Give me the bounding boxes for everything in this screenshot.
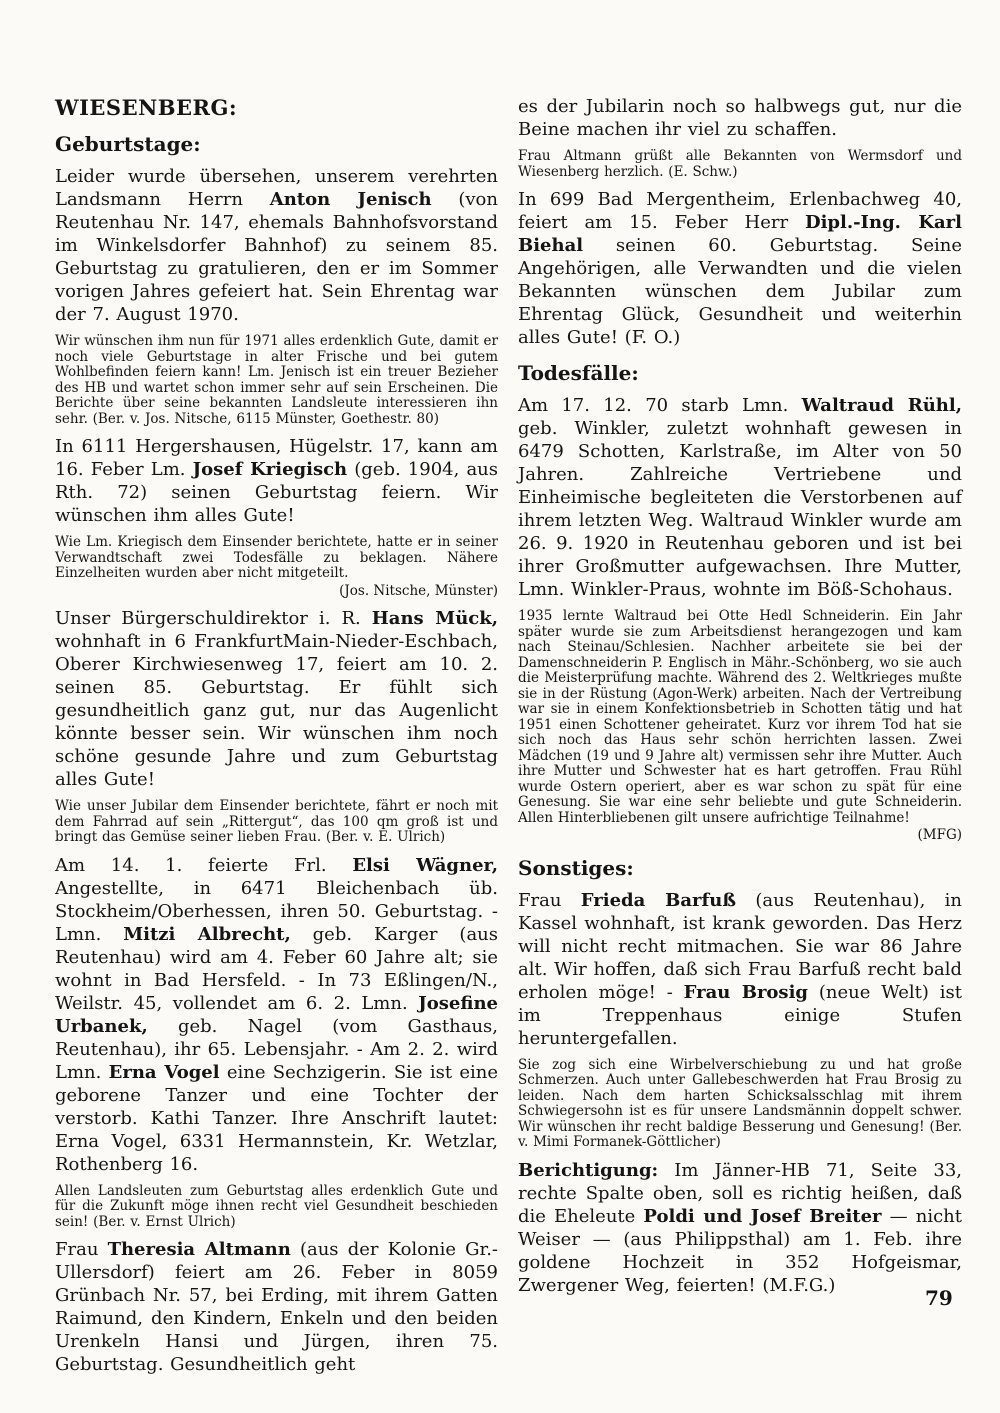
text-run: Im Jänner-HB 71, Seite 33, rechte Spalte oben, soll es richtig heißen, daß die Eheleute (518, 1159, 962, 1227)
article-hans-mueck (55, 607, 498, 791)
article-theresia-altmann-continued (518, 95, 962, 141)
emphasized-name: Dipl.-Ing. Karl Biehal (518, 212, 962, 256)
section-heading-sonstiges: Sonstiges: (518, 855, 634, 880)
note-anton-jenisch (55, 334, 498, 427)
attribution-jos-nitsche: (Jos. Nitsche, Münster) (339, 582, 498, 599)
text-run: seinen 60. Geburtstag. Seine Angehörigen, alle Verwandten und die vielen Bekannten wünschen dem Jubilar zum Ehrentag Glück, Gesundheit und weiterhin alles Gute! (F. O.) (518, 235, 962, 348)
text-run: In 6111 Hergershausen, Hügelstr. 17, kann am 16. Feber Lm. (55, 436, 498, 480)
section-heading-todesfaelle: Todesfälle: (518, 361, 639, 385)
text-run: eine Sechzigerin. Sie ist eine geborene Tanzer und eine Tochter der verstorb. Kathi Tanzer. Ihre Anschrift lautet: Erna Vogel, 6331 Hermannstein, Kr. Wetzlar, Rothenberg 16. (55, 1061, 498, 1175)
town-heading-wiesenberg: WIESENBERG: (55, 95, 238, 120)
emphasized-name: Poldi und Josef Breiter (643, 1205, 882, 1227)
text-run: Am 17. 12. 70 starb Lmn. (518, 395, 802, 416)
text-run: es der Jubilarin noch so halbwegs gut, nur die Beine machen ihr viel zu schaffen. (518, 96, 962, 140)
section-heading-geburtstage: Geburtstage: (55, 132, 201, 156)
emphasized-name: Josef Kriegisch (192, 459, 348, 480)
text-run: In 699 Bad Mergentheim, Erlenbachweg 40, feiert am 15. Feber Herr (518, 189, 962, 233)
text-run: wohnhaft in 6 FrankfurtMain-Nieder-Eschbach, Oberer Kirchwiesenweg 17, feiert am 10. 2. seinen 85. Geburtstag. Er fühlt sich gesundheitlich ganz gut, nur das Augenlicht könnte besser sein. Wir wünschen ihm noch schöne gesunde Jahre und zum Geburtstag alles Gute! (55, 631, 498, 790)
text-run: Frau Altmann grüßt alle Bekannten von Wermsdorf und Wiesenberg herzlich. (E. Schw.) (518, 148, 962, 180)
note-hans-mueck (55, 799, 498, 846)
text-run: (aus Reutenhau), in Kassel wohnhaft, ist krank geworden. Das Herz will nicht recht mitmachen. Sie war 86 Jahre alt. Wir hoffen, daß sich Frau Barfuß recht bald erholen möge! - (518, 889, 962, 1003)
right-column (518, 95, 962, 1305)
text-run: Sie zog sich eine Wirbelverschiebung zu und hat große Schmerzen. Auch unter Gallebeschwerden hat Frau Brosig zu leiden. Nach dem harten Schicksalsschlag mit ihrem Schwiegersohn ist es für unsere Landsmännin doppelt schwer. Wir wünschen ihr recht baldige Besserung und Genesung! (Ber. v. Mimi Formanek-Göttlicher) (518, 1056, 962, 1150)
emphasized-name: Mitzi Albrecht, (123, 923, 291, 945)
text-run: geb. Winkler, zuletzt wohnhaft gewesen in 6479 Schotten, Karlstraße, im Alter von 50 Jahren. Zahlreiche Vertriebene und Einheimische begleiteten die Verstorbenen auf ihrem letzten Weg. Waltraud Winkler wurde am 26. 9. 1920 in Reutenhau geboren und ist bei ihrer Großmutter aufgewachsen. Ihre Mutter, Lmn. Winkler-Praus, wohnte im Böß-Schohaus. (518, 418, 962, 600)
emphasized-name: Waltraud Rühl, (801, 395, 962, 416)
emphasized-name: Theresia Altmann (107, 1239, 291, 1260)
emphasized-name: Josefine Urbanek, (55, 992, 498, 1037)
note-geburtstage-sammel (55, 1184, 498, 1231)
text-run: (neue Welt) ist im Treppenhaus einige Stufen heruntergefallen. (518, 981, 962, 1049)
text-run: Allen Landsleuten zum Geburtstag alles erdenklich Gute und für die Zukunft möge ihnen recht viel Gesundheit beschieden sein! (Ber. v. Ernst Ulrich) (55, 1182, 498, 1230)
article-josef-kriegisch (55, 435, 498, 527)
note-frau-brosig (518, 1058, 962, 1151)
emphasized-name: Anton Jenisch (269, 189, 432, 210)
text-run: geb. Karger (aus Reutenhau) wird am 4. Feber 60 Jahre alt; sie wohnt in Bad Hersfeld. - In 73 Eßlingen/N., Weilstr. 45, vollendet am 6. 2. Lmn. (55, 923, 499, 1014)
emphasized-name: Hans Mück, (371, 608, 498, 629)
emphasized-name: Frau Brosig (683, 981, 808, 1003)
attribution-mfg: (MFG) (917, 827, 962, 843)
emphasized-name: Berichtigung: (518, 1159, 659, 1181)
article-anton-jenisch (55, 165, 498, 326)
emphasized-name: Frieda Barfuß (580, 889, 737, 911)
article-geburtstage-sammel (55, 854, 498, 1176)
text-run: Wir wünschen ihm nun für 1971 alles erdenklich Gute, damit er noch viele Geburtstage in alter Frische und bei gutem Wohlbefinden feiern kann! Lm. Jenisch ist ein treuer Bezieher des HB und wartet schon immer sehr auf sein Erscheinen. Die Berichte über seine bekannten Landsleute interessieren ihn sehr. (Ber. v. Jos. Nitsche, 6115 Münster, Goethestr. 80) (55, 333, 498, 427)
text-run: (aus der Kolonie Gr.-Ullersdorf) feiert am 26. Feber in 8059 Grünbach Nr. 57, bei Erding, mit ihrem Gatten Raimund, den Kindern, Enkeln und den beiden Urenkeln Hansi und Jürgen, ihren 75. Geburtstag. Gesundheitlich geht (55, 1239, 498, 1375)
text-run: (von Reutenhau Nr. 147, ehemals Bahnhofsvorstand im Winkelsdorfer Bahnhof) zu seinem 85. Geburtstag zu gratulieren, den er im Sommer vorigen Jahres gefeiert hat. Sein Ehrentag war der 7. August 1970. (55, 189, 498, 325)
text-run: Am 14. 1. feierte Frl. (55, 854, 353, 876)
article-berichtigung (518, 1159, 962, 1297)
text-run: Wie Lm. Kriegisch dem Einsender berichtete, hatte er in seiner Verwandtschaft zwei Todesfälle zu beklagen. Nähere Einzelheiten wurden aber nicht mitgeteilt. (55, 534, 498, 581)
article-theresia-altmann (55, 1238, 498, 1376)
note-waltraud-ruehl (518, 609, 962, 826)
text-run: 1935 lernte Waltraud bei Otte Hedl Schneiderin. Ein Jahr später wurde sie zum Arbeitsdienst herangezogen und kam nach Steinau/Schlesien. Nachher arbeitete sie bei der Damenschneiderin P. Englisch in Mähr.-Schönberg, wo sie auch die Meisterprüfung machte. Während des 2. Weltkrieges mußte sie in der Rüstung (Agon-Werk) arbeiten. Nach der Vertreibung war sie in einem Konfektionsbetrieb in Schotten tätig und hat 1951 einen Schottener geheiratet. Kurz vor ihrem Tod hat sie sich noch das Haus sehr schön herrichten lassen. Zwei Mädchen (19 und 9 Jahre alt) vermissen sehr ihre Mutter. Auch ihre Mutter und Schwester hat es hart getroffen. Frau Rühl wurde Ostern operiert, aber es war schon zu spät für eine Genesung. Sie war eine sehr beliebte und gute Schneiderin. Allen Hinterbliebenen gilt unsere aufrichtige Teilnahme! (518, 608, 962, 826)
left-column (55, 95, 498, 1384)
note-josef-kriegisch (55, 535, 498, 582)
emphasized-name: Elsi Wägner, (352, 854, 498, 876)
text-run: — nicht Weiser — (aus Philippsthal) am 1. Feb. ihre goldene Hochzeit in 352 Hofgeismar, Zwergener Weg, feierten! (M.F.G.) (518, 1205, 963, 1296)
text-run: Wie unser Jubilar dem Einsender berichtete, fährt er noch mit dem Fahrrad auf sein „Rittergut“, das 100 qm groß ist und bringt das Gemüse seiner lieben Frau. (Ber. v. E. Ulrich) (55, 798, 498, 845)
article-karl-biehal (518, 188, 962, 349)
text-run: (geb. 1904, aus Rth. 72) seinen Geburtstag feiern. Wir wünschen ihm alles Gute! (55, 459, 498, 526)
text-run: Leider wurde übersehen, unserem verehrten Landsmann Herrn (55, 166, 498, 210)
article-waltraud-ruehl (518, 394, 962, 601)
text-run: Angestellte, in 6471 Bleichenbach üb. Stockheim/Oberhessen, ihren 50. Geburtstag. - Lmn. (55, 877, 498, 945)
text-run: Frau (518, 889, 581, 911)
emphasized-name: Erna Vogel (108, 1061, 220, 1083)
text-run: Unser Bürgerschuldirektor i. R. (55, 608, 372, 629)
article-frieda-barfuss (518, 889, 962, 1050)
page-number: 79 (925, 1286, 953, 1310)
text-run: Frau (55, 1239, 108, 1260)
note-theresia-altmann (518, 149, 962, 180)
text-run: geb. Nagel (vom Gasthaus, Reutenhau), ihr 65. Lebensjahr. - Am 2. 2. wird Lmn. (55, 1015, 498, 1083)
